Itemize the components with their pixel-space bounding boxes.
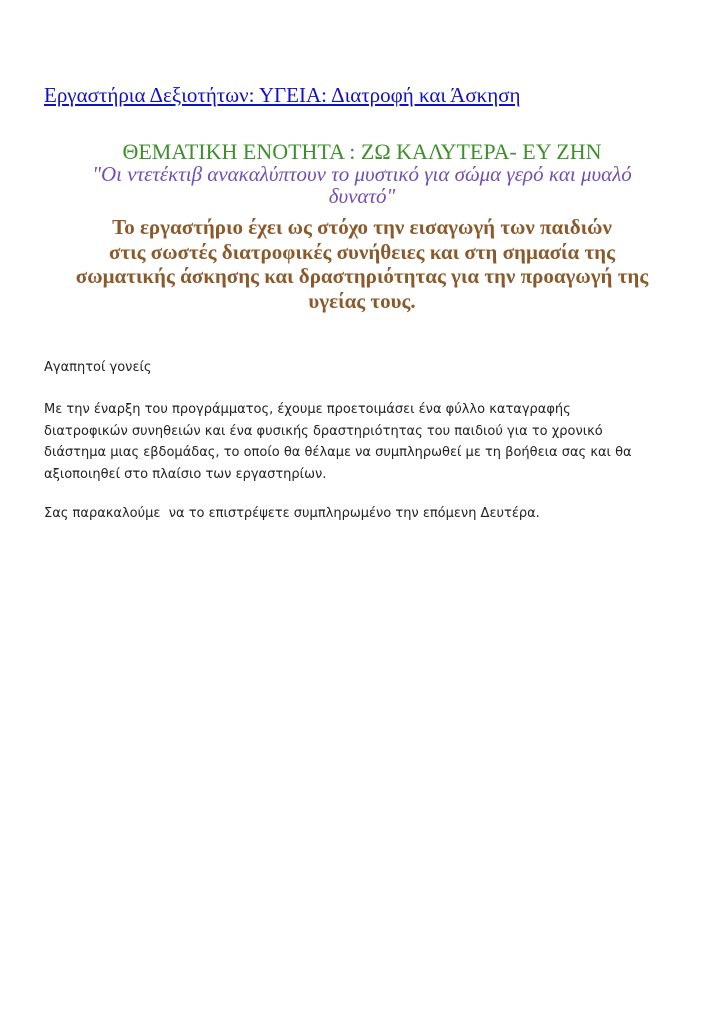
- goal-line: σωματικής άσκησης και δραστηριότητας για την προαγωγή της: [75, 264, 649, 288]
- unit-title: ΘΕΜΑΤΙΚΗ ΕΝΟΤΗΤΑ : ΖΩ ΚΑΛΥΤΕΡΑ- ΕΥ ΖΗΝ: [122, 139, 602, 164]
- motto-line: "Οι ντετέκτιβ ανακαλύπτουν το μυστικό για σώμα γερό και μυαλό: [92, 162, 632, 186]
- goal-line: στις σωστές διατροφικές συνήθειες και στη σημασία της: [109, 239, 615, 264]
- workshop-title-link[interactable]: Εργαστήρια Δεξιοτήτων: ΥΓΕΙΑ: Διατροφή και Άσκηση: [44, 83, 521, 107]
- letter-request: [44, 503, 694, 525]
- goal-line: Το εργαστήριο έχει ως στόχο την εισαγωγή των παιδιών: [112, 215, 612, 239]
- paragraph-line: αξιοποιηθεί στο πλαίσιο των εργαστηρίων.: [44, 466, 327, 482]
- paragraph-line: διατροφικών συνηθειών και ένα φυσικής δραστηριότητας του παιδιού για το χρονικό: [44, 423, 603, 439]
- letter-greeting: Αγαπητοί γονείς: [44, 360, 152, 375]
- paragraph-line: Σας παρακαλούμε να το επιστρέψετε συμπληρωμένο την επόμενη Δευτέρα.: [44, 506, 540, 521]
- paragraph-line: διάστημα μιας εβδομάδας, το οποίο θα θέλαμε να συμπληρωθεί με τη βοήθεια σας και θα: [44, 445, 632, 460]
- workshop-goal: [40, 215, 684, 313]
- motto: [40, 163, 684, 207]
- motto-line: δυνατό": [328, 184, 396, 208]
- paragraph-line: Με την έναρξη του προγράμματος, έχουμε προετοιμάσει ένα φύλλο καταγραφής: [44, 402, 571, 417]
- letter-paragraph: [44, 399, 694, 485]
- goal-line: υγείας τους.: [308, 288, 416, 313]
